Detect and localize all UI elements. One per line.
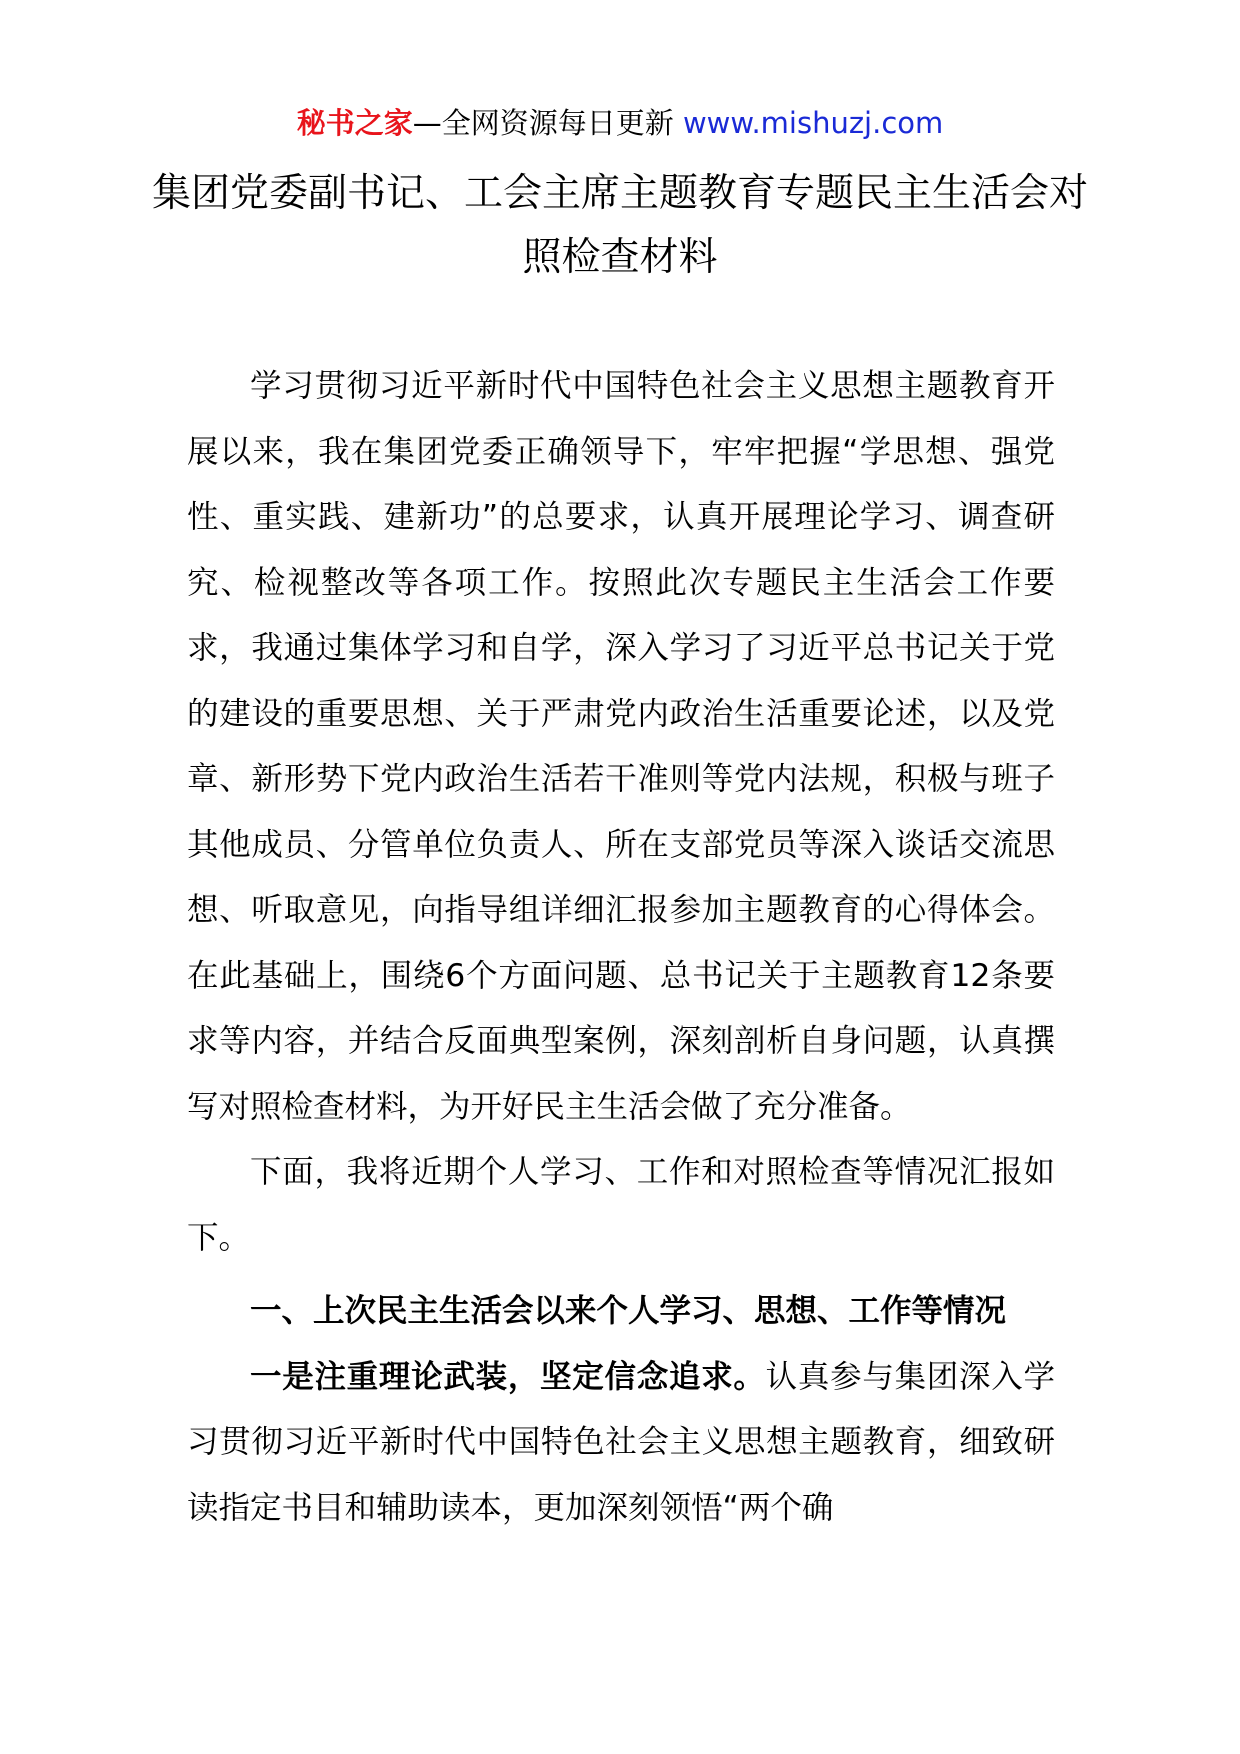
subsection-paragraph [187, 1345, 1055, 1542]
site-header [0, 98, 1240, 148]
brand-name: 秘书之家 [296, 106, 413, 140]
section-heading: 一、上次民主生活会以来个人学习、思想、工作等情况 [250, 1293, 1007, 1329]
subsection-lead: 一是注重理论武装，坚定信念追求。 [250, 1358, 766, 1395]
header-tagline: —全网资源每日更新 [412, 106, 674, 140]
subsection-text: 认真参与集团深入学习贯彻习近平新时代中国特色社会主义思想主题教育，细致研读指定书目和辅助读本，更加深刻领悟“两个确 [187, 1358, 1055, 1526]
document-body [187, 354, 1055, 1541]
body-paragraph: 下面，我将近期个人学习、工作和对照检查等情况汇报如下。 [187, 1154, 1055, 1256]
document-title: 集团党委副书记、工会主席主题教育专题民主生活会对照检查材料 [151, 171, 1088, 280]
body-paragraph: 学习贯彻习近平新时代中国特色社会主义思想主题教育开展以来，我在集团党委正确领导下，牢牢把握“学思想、强党性、重实践、建新功”的总要求，认真开展理论学习、调查研究、检视整改等各项工作。按照此次专题民主生活会工作要求，我通过集体学习和自学，深入学习了习近平总书记关于党的建设的重要思想、关于严肃党内政治生活重要论述，以及党章、新形势下党内政治生活若干准则等党内法规，积极与班子其他成员、分管单位负责人、所在支部党员等深入谈话交流思想、听取意见，向指导组详细汇报参加主题教育的心得体会。在此基础上，围绕6个方面问题、总书记关于主题教育12条要求等内容，并结合反面典型案例，深刻剖析自身问题，认真撰写对照检查材料，为开好民主生活会做了充分准备。 [187, 368, 1055, 1125]
site-url-link[interactable]: www.mishuzj.com [682, 106, 944, 140]
